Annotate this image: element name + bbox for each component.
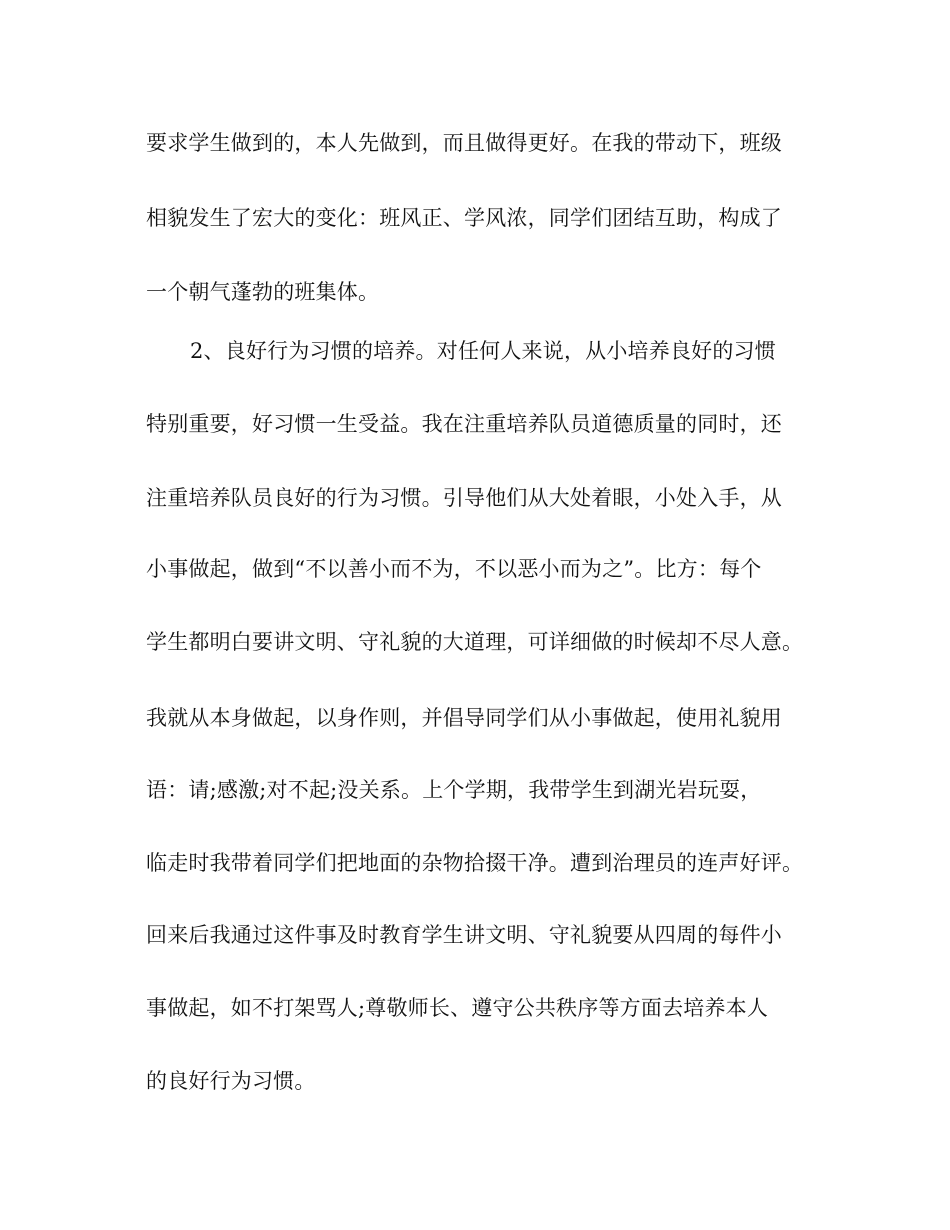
text-line: 临走时我带着同学们把地面的杂物拾掇干净。遭到治理员的连声好评。 bbox=[146, 851, 804, 875]
text-line: 事做起，如不打架骂人;尊敬师长、遵守公共秩序等方面去培养本人 bbox=[146, 996, 769, 1020]
text-line: 回来后我通过这件事及时教育学生讲文明、守礼貌要从四周的每件小 bbox=[146, 923, 782, 947]
text-line: 学生都明白要讲文明、守礼貌的大道理，可详细做的时候却不尽人意。 bbox=[146, 630, 804, 654]
text-line: 一个朝气蓬勃的班集体。 bbox=[146, 280, 380, 304]
paragraph-start-line: 2、良好行为习惯的培养。对任何人来说，从小培养良好的习惯 bbox=[190, 339, 776, 363]
text-line: 语：请;感激;对不起;没关系。上个学期，我带学生到湖光岩玩耍， bbox=[146, 778, 762, 802]
text-line: 的良好行为习惯。 bbox=[146, 1069, 316, 1093]
text-line: 特别重要，好习惯一生受益。我在注重培养队员道德质量的同时，还 bbox=[146, 412, 782, 436]
text-line: 注重培养队员良好的行为习惯。引导他们从大处着眼，小处入手，从 bbox=[146, 486, 782, 510]
text-line: 相貌发生了宏大的变化：班风正、学风浓，同学们团结互助，构成了 bbox=[146, 206, 782, 230]
text-line: 我就从本身做起，以身作则，并倡导同学们从小事做起，使用礼貌用 bbox=[146, 706, 782, 730]
text-line: 小事做起，做到“不以善小而不为，不以恶小而为之”。比方：每个 bbox=[146, 557, 762, 581]
text-line: 要求学生做到的，本人先做到，而且做得更好。在我的带动下，班级 bbox=[146, 131, 782, 155]
